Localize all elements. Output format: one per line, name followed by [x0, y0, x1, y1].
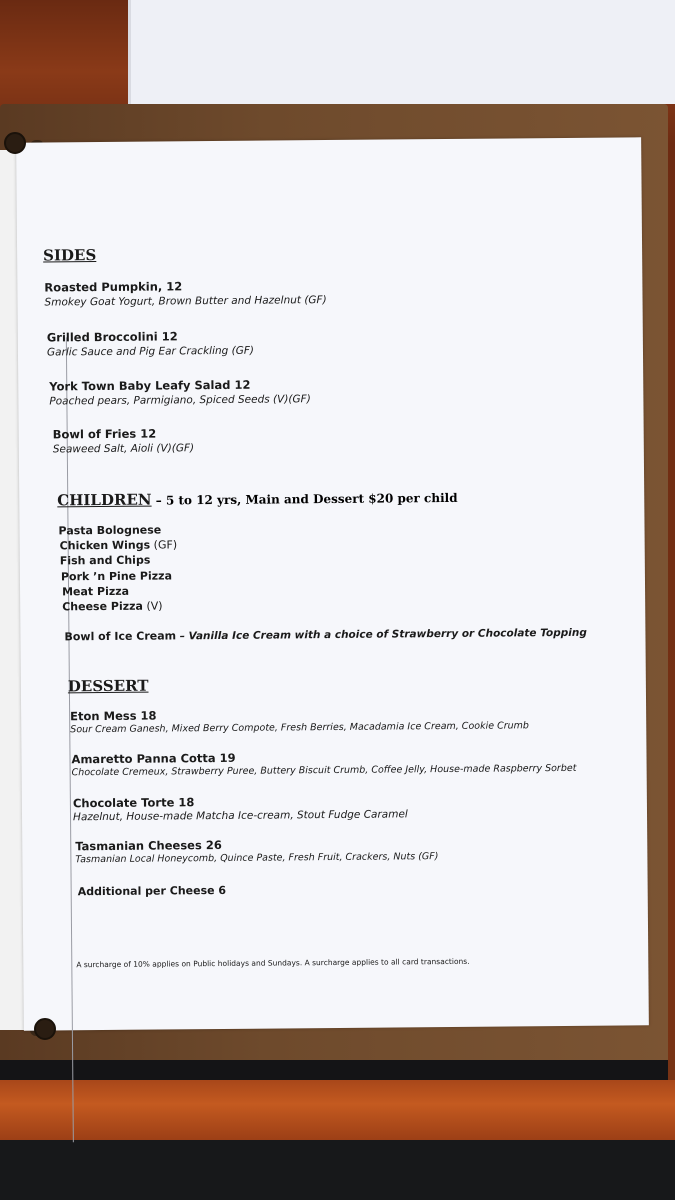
- side-item-name: Roasted Pumpkin, 12: [44, 279, 183, 295]
- dessert-heading: DESSERT: [67, 676, 149, 696]
- dessert-item-name: Amaretto Panna Cotta 19: [71, 750, 236, 767]
- side-item-name: Bowl of Fries 12: [52, 426, 157, 442]
- dessert-item-desc: Chocolate Cremeux, Strawberry Puree, Buttery Biscuit Crumb, Coffee Jelly, House-made Raspberry Sorbet: [71, 762, 577, 779]
- side-item-name: York Town Baby Leafy Salad 12: [49, 377, 251, 394]
- ice-cream-name: Bowl of Ice Cream: [64, 629, 177, 644]
- children-item: [60, 554, 151, 568]
- dessert-item-name: Chocolate Torte 18: [72, 795, 195, 811]
- ice-cream-item: [64, 626, 586, 644]
- side-item-desc: Garlic Sauce and Pig Ear Crackling (GF): [46, 344, 255, 359]
- children-item-name: Fish and Chips: [59, 553, 151, 568]
- children-note: – 5 to 12 yrs, Main and Dessert $20 per child: [151, 490, 458, 508]
- side-item-desc: Poached pears, Parmigiano, Spiced Seeds (V)(GF): [49, 393, 311, 408]
- children-item: [58, 523, 161, 537]
- children-item-name: Pork ’n Pine Pizza: [60, 569, 173, 584]
- dessert-item-desc: Hazelnut, House-made Matcha Ice-cream, Stout Fudge Caramel: [72, 808, 408, 824]
- ice-cream-desc: – Vanilla Ice Cream with a choice of Strawberry or Chocolate Topping: [176, 626, 587, 643]
- children-item: [62, 599, 162, 613]
- binder-ring-bottom: [34, 1018, 56, 1040]
- menu-content: [16, 137, 649, 1030]
- dessert-item-desc: Tasmanian Local Honeycomb, Quince Paste, Fresh Fruit, Crackers, Nuts (GF): [75, 851, 439, 866]
- table-edge: [0, 1080, 675, 1140]
- children-heading: CHILDREN: [57, 490, 152, 510]
- side-item-desc: Smokey Goat Yogurt, Brown Butter and Hazelnut (GF): [44, 294, 327, 309]
- children-heading-row: [57, 487, 457, 509]
- children-item: [60, 538, 178, 552]
- children-item: [61, 569, 172, 583]
- children-item-tag: (V): [142, 599, 163, 613]
- dessert-item-desc: Sour Cream Ganesh, Mixed Berry Compote, Fresh Berries, Macadamia Ice Cream, Cookie Crumb: [70, 720, 529, 736]
- binder-ring-top: [4, 132, 26, 154]
- surcharge-footnote: A surcharge of 10% applies on Public holidays and Sundays. A surcharge applies to all card transactions.: [76, 956, 470, 970]
- children-item-tag: (GF): [150, 538, 178, 552]
- children-item-name: Pasta Bolognese: [58, 523, 162, 538]
- children-item-name: Meat Pizza: [62, 584, 130, 599]
- dessert-item-name: Tasmanian Cheeses 26: [75, 837, 222, 854]
- children-item: [62, 585, 129, 599]
- children-item-name: Cheese Pizza: [62, 599, 143, 614]
- side-item-name: Grilled Broccolini 12: [46, 329, 178, 345]
- menu-sheet: [16, 137, 649, 1030]
- dessert-extra: Additional per Cheese 6: [77, 883, 227, 899]
- background-paper: [128, 0, 675, 104]
- sides-heading: SIDES: [43, 246, 97, 265]
- children-item-name: Chicken Wings: [59, 538, 151, 553]
- side-item-desc: Seaweed Salt, Aioli (V)(GF): [52, 442, 195, 456]
- floor: [0, 1140, 675, 1200]
- dessert-item-name: Eton Mess 18: [70, 708, 157, 724]
